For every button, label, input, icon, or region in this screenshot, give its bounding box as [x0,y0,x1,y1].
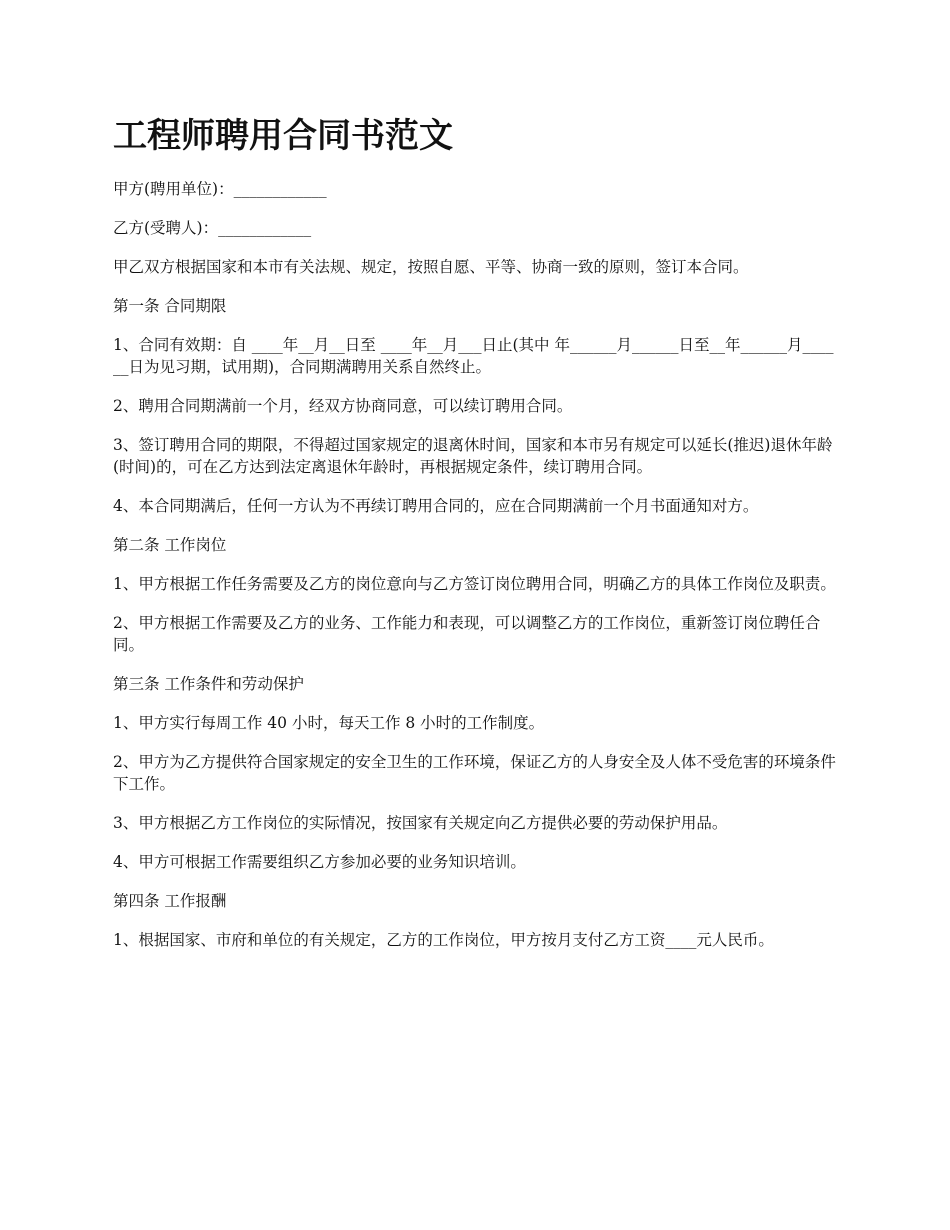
preamble-paragraph: 甲乙双方根据国家和本市有关法规、规定，按照自愿、平等、协商一致的原则，签订本合同。 [113,258,749,276]
party-b-line: 乙方(受聘人)：____________ [113,219,312,237]
article-3-heading: 第三条 工作条件和劳动保护 [113,675,304,693]
document-title: 工程师聘用合同书范文 [113,116,453,156]
article-1-clause-2: 2、聘用合同期满前一个月，经双方协商同意，可以续订聘用合同。 [113,397,573,415]
party-a-line: 甲方(聘用单位)：____________ [113,180,327,198]
article-4-clause-1: 1、根据国家、市府和单位的有关规定，乙方的工作岗位，甲方按月支付乙方工资____元人民币。 [113,931,774,949]
article-3-clause-2: 2、甲方为乙方提供符合国家规定的安全卫生的工作环境，保证乙方的人身安全及人体不受危害的环境条件下工作。 [113,753,836,793]
article-4-heading: 第四条 工作报酬 [113,892,227,910]
article-2-heading: 第二条 工作岗位 [113,536,227,554]
article-1-clause-4: 4、本合同期满后，任何一方认为不再续订聘用合同的，应在合同期满前一个月书面通知对方。 [113,497,759,515]
article-2-clause-2: 2、甲方根据工作需要及乙方的业务、工作能力和表现，可以调整乙方的工作岗位，重新签订岗位聘任合同。 [113,614,821,654]
article-3-clause-1: 1、甲方实行每周工作 40 小时，每天工作 8 小时的工作制度。 [113,714,545,732]
article-1-clause-3: 3、签订聘用合同的期限，不得超过国家规定的退离休时间，国家和本市另有规定可以延长(推迟)退休年龄(时间)的，可在乙方达到法定离退休年龄时，再根据规定条件，续订聘用合同。 [113,436,833,476]
article-1-clause-1: 1、合同有效期：自 ____年__月__日至 ____年__月___日止(其中 年______月______日至__年______月______日为见习期，试用期)，合同期满聘用关系自然终止。 [113,336,834,376]
article-1-heading: 第一条 合同期限 [113,297,227,315]
article-3-clause-3: 3、甲方根据乙方工作岗位的实际情况，按国家有关规定向乙方提供必要的劳动保护用品。 [113,814,728,832]
article-2-clause-1: 1、甲方根据工作任务需要及乙方的岗位意向与乙方签订岗位聘用合同，明确乙方的具体工作岗位及职责。 [113,575,836,593]
article-3-clause-4: 4、甲方可根据工作需要组织乙方参加必要的业务知识培训。 [113,853,526,871]
document-page [113,112,840,968]
